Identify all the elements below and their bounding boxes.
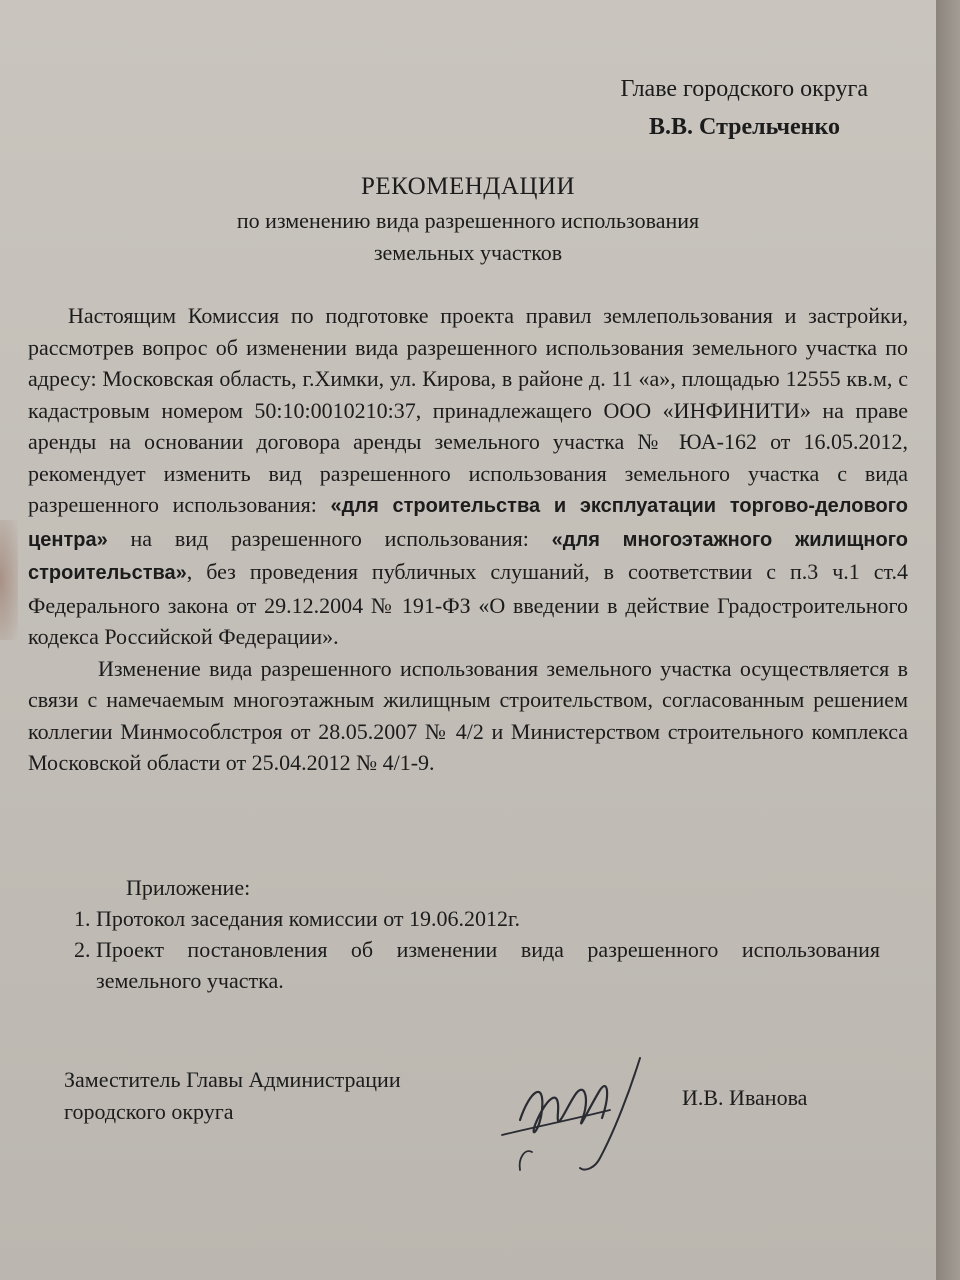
paragraph-reason: Изменение вида разрешенного использования земельного участка осуществляется в связи с намечаемым многоэтажным жилищным строительством, согласованным решением коллегии Минмособлстроя от 28.05.2007 № 4/2 и Министерством строительного комплекса Московской области от 25.04.2012 № 4/1-9. xyxy=(28,655,908,775)
paragraph-main xyxy=(28,300,908,653)
addressee-block xyxy=(621,70,869,146)
appendix-item: 1. Протокол заседания комиссии от 19.06.2012г. xyxy=(96,903,880,934)
appendix-block xyxy=(60,872,880,996)
document-title: РЕКОМЕНДАЦИИ xyxy=(360,173,576,200)
background-edge xyxy=(936,0,960,1280)
signer-title xyxy=(64,1064,401,1128)
signer-title-line-1: Заместитель Главы Администрации xyxy=(64,1067,401,1092)
old-use-type: «для строительства и эксплуатации торгово-делового центра» xyxy=(28,495,908,551)
appendix-list xyxy=(60,903,880,996)
new-use-type: «для многоэтажного жилищного строительства» xyxy=(28,528,909,584)
signer-name: И.В. Иванова xyxy=(682,1085,808,1110)
addressee-name: В.В. Стрельченко xyxy=(649,114,840,140)
paragraph-main-text-1: Настоящим Комиссия по подготовке проекта правил землепользования и застройки, рассмотрев вопрос об изменении вида разрешенного использования земельного участка по адресу: Московская область, г.Химки, ул. Кирова, в районе д. 11 «а», площадью 12555 кв.м, с кадастровым номером 50:10:0010210:37, принадлежащего ООО «ИНФИНИТИ» на праве аренды на основании договора аренды земельного участка № ЮА-162 от 16.05.2012, рекомендует изменить вид разрешенного использования земельного участка с вида разрешенного использования: xyxy=(28,303,908,517)
addressee-line: Главе городского округа xyxy=(620,76,868,102)
appendix-item: 2. Проект постановления об изменении вида разрешенного использования земельного участка. xyxy=(96,934,880,996)
handwritten-signature xyxy=(490,1040,670,1180)
paragraph-main-text-3: , без проведения публичных слушаний, в соответствии с п.3 ч.1 ст.4 Федерального закона от 29.12.2004 № 191-ФЗ «О введении в действие Градостроительного кодекса Российской Федерации». xyxy=(28,559,908,649)
subtitle-line-2: земельных участков xyxy=(373,240,563,265)
signer-title-line-2: городского округа xyxy=(64,1099,234,1124)
finger-shadow xyxy=(0,520,18,640)
document-subtitle xyxy=(0,205,936,269)
paragraph-main-text-2: на вид разрешенного использования: xyxy=(107,525,552,551)
document-body xyxy=(28,300,908,779)
subtitle-line-1: по изменению вида разрешенного использования xyxy=(236,208,700,233)
appendix-heading: Приложение: xyxy=(126,875,251,900)
